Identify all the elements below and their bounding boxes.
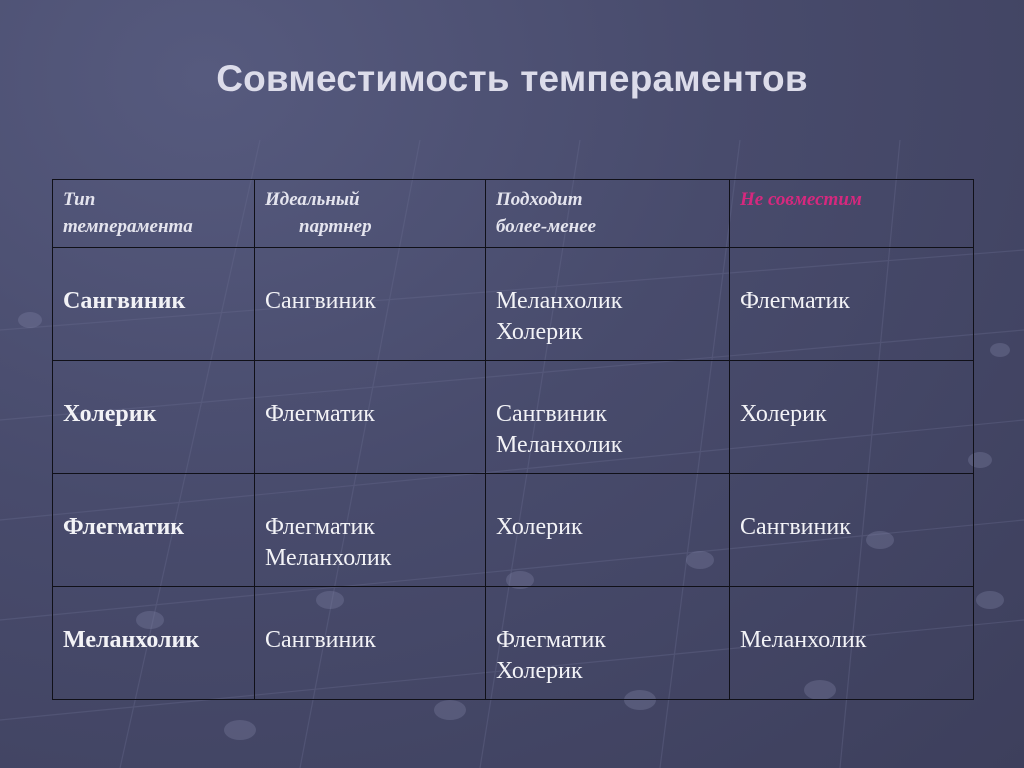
temperament-type-cell: [53, 248, 255, 361]
header-ideal-partner: [255, 180, 486, 248]
temperament-type-cell: [53, 361, 255, 474]
cell-line: Сангвиник: [265, 288, 376, 314]
incompatible-cell: [730, 361, 974, 474]
compatibility-table: [52, 179, 974, 700]
cell-line: Холерик: [63, 401, 157, 427]
cell-line: Меланхолик: [740, 627, 867, 653]
header-line: более-менее: [496, 216, 597, 237]
header-line: Подходит: [496, 189, 583, 210]
table-header-row: [53, 180, 974, 248]
cell-line: Холерик: [740, 401, 827, 427]
header-temperament-type: [53, 180, 255, 248]
cell-line: Флегматик: [265, 401, 375, 427]
temperament-type-cell: [53, 587, 255, 700]
cell-line: Меланхолик: [496, 288, 623, 314]
cell-line: Меланхолик: [63, 627, 200, 653]
table-row: [53, 361, 974, 474]
incompatible-cell: [730, 474, 974, 587]
cell-line: Флегматик: [740, 288, 850, 314]
cell-line: Флегматик: [496, 627, 606, 653]
table-row: [53, 587, 974, 700]
cell-line: Сангвиник: [740, 514, 851, 540]
cell-line: Сангвиник: [265, 627, 376, 653]
slide-title: Совместимость темпераментов: [216, 58, 808, 99]
fits-cell: [486, 248, 730, 361]
table-row: [53, 474, 974, 587]
fits-cell: [486, 587, 730, 700]
header-incompatible: [730, 180, 974, 248]
ideal-partner-cell: [255, 587, 486, 700]
cell-line: Меланхолик: [496, 432, 623, 458]
cell-line: Флегматик: [265, 514, 375, 540]
incompatible-cell: [730, 248, 974, 361]
cell-line: Сангвиник: [496, 401, 607, 427]
header-fits-more-or-less: [486, 180, 730, 248]
table-row: [53, 248, 974, 361]
cell-line: Меланхолик: [265, 545, 392, 571]
header-line: Тип: [63, 189, 96, 210]
cell-line: Сангвиник: [63, 288, 186, 314]
ideal-partner-cell: [255, 361, 486, 474]
header-line: Не совместим: [740, 189, 862, 210]
cell-line: Холерик: [496, 658, 583, 684]
header-line: Идеальный: [265, 189, 360, 210]
ideal-partner-cell: [255, 248, 486, 361]
fits-cell: [486, 361, 730, 474]
cell-line: Холерик: [496, 514, 583, 540]
header-line: партнер: [299, 216, 372, 237]
ideal-partner-cell: [255, 474, 486, 587]
incompatible-cell: [730, 587, 974, 700]
cell-line: Флегматик: [63, 514, 185, 540]
fits-cell: [486, 474, 730, 587]
header-line: темперамента: [63, 216, 193, 237]
temperament-type-cell: [53, 474, 255, 587]
cell-line: Холерик: [496, 319, 583, 345]
